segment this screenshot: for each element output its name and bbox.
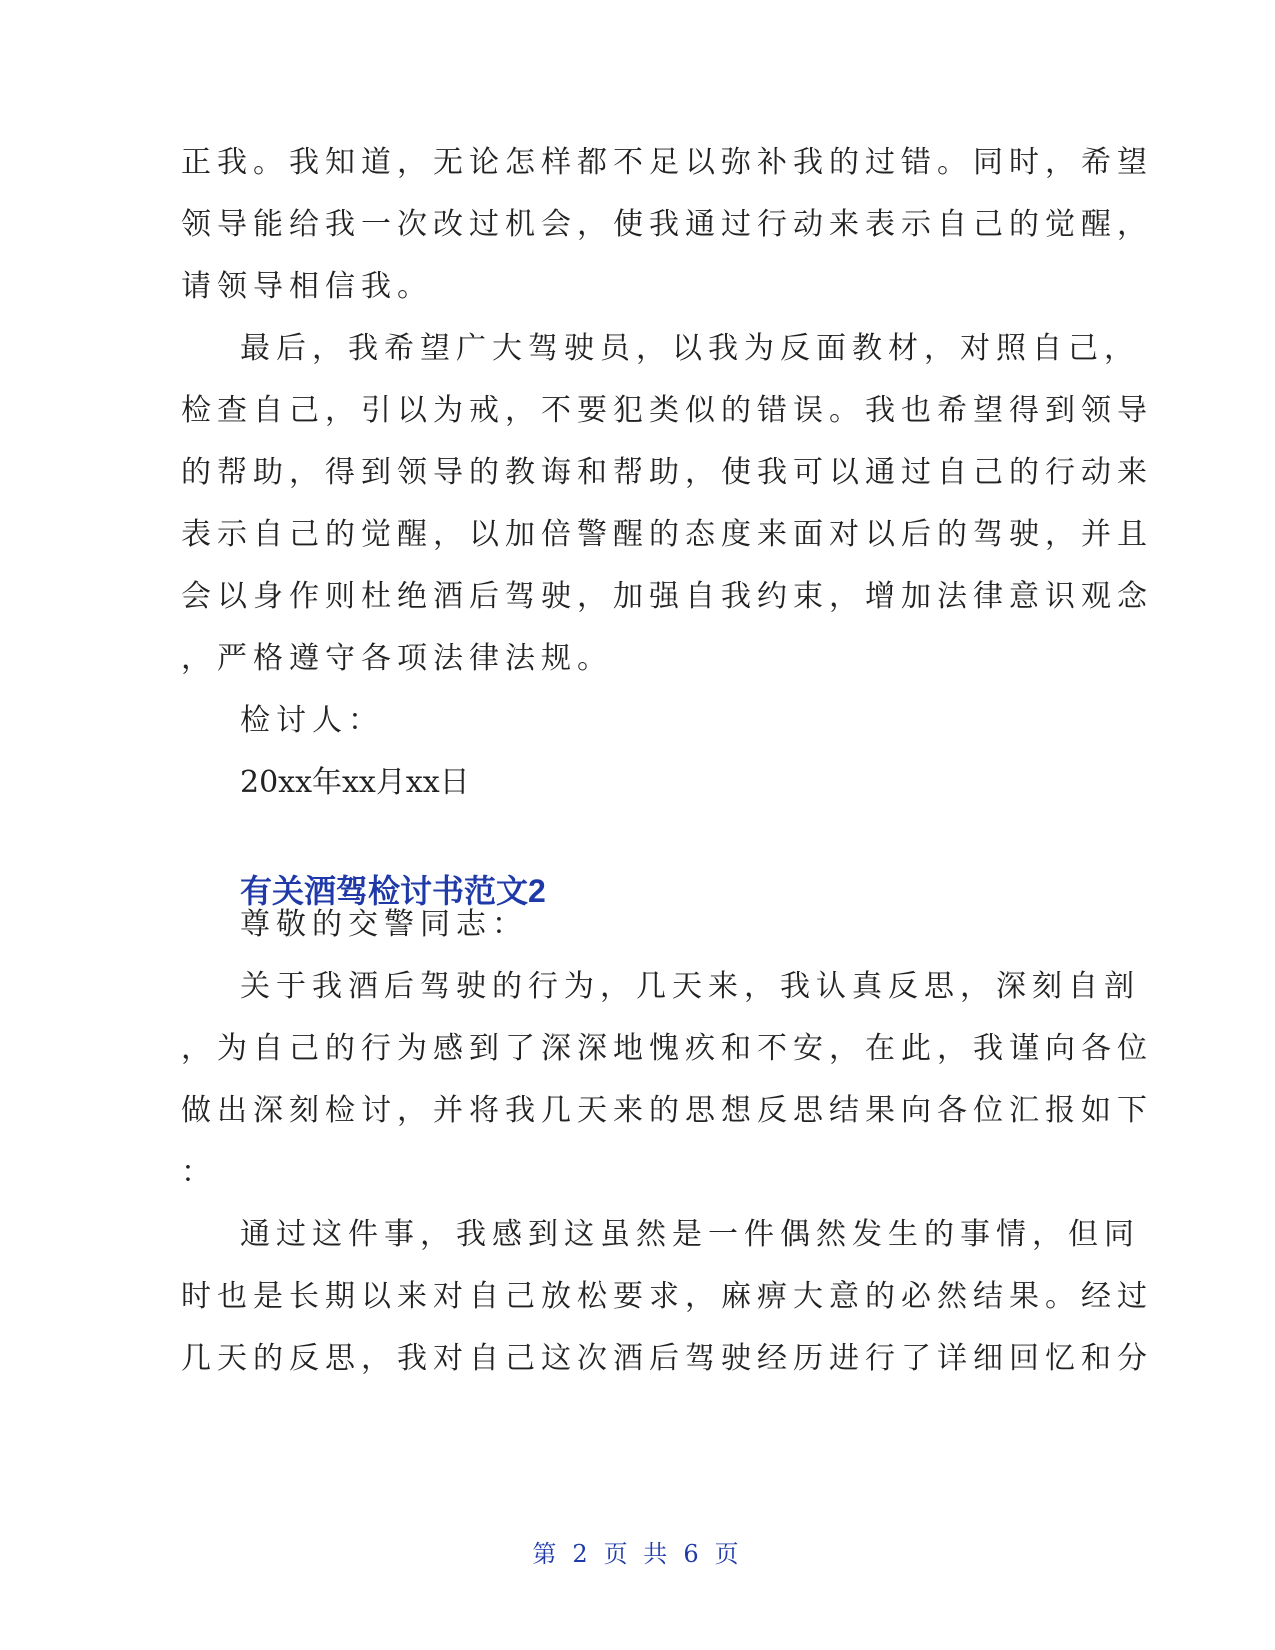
paragraph-line: 的帮助，得到领导的教诲和帮助，使我可以通过自己的行动来 (181, 455, 1153, 490)
section-heading: 有关酒驾检讨书范文2 (240, 873, 546, 909)
paragraph-line: 时也是长期以来对自己放松要求，麻痹大意的必然结果。经过 (181, 1279, 1153, 1314)
paragraph-line: 表示自己的觉醒，以加倍警醒的态度来面对以后的驾驶，并且 (181, 517, 1153, 552)
paragraph-line: 正我。我知道，无论怎样都不足以弥补我的过错。同时，希望 (181, 145, 1153, 180)
paragraph-line: 关于我酒后驾驶的行为，几天来，我认真反思，深刻自剖 (240, 969, 1140, 1004)
paragraph-line: 会以身作则杜绝酒后驾驶，加强自我约束，增加法律意识观念 (181, 579, 1153, 614)
footer-page-number: 2 (572, 1540, 592, 1568)
paragraph-line: ： (181, 1155, 217, 1190)
paragraph-line: ，为自己的行为感到了深深地愧疚和不安，在此，我谨向各位 (181, 1031, 1153, 1066)
paragraph-line: 最后，我希望广大驾驶员，以我为反面教材，对照自己， (240, 331, 1140, 366)
paragraph-line: 请领导相信我。 (181, 269, 433, 304)
footer-suffix: 页 (714, 1540, 743, 1568)
paragraph-line: ，严格遵守各项法律法规。 (181, 641, 613, 676)
paragraph-line: 做出深刻检讨，并将我几天来的思想反思结果向各位汇报如下 (181, 1093, 1153, 1128)
paragraph-line: 检查自己，引以为戒，不要犯类似的错误。我也希望得到领导 (181, 393, 1153, 428)
signature-date: 20xx年xx月xx日 (240, 765, 470, 800)
paragraph-line: 几天的反思，我对自己这次酒后驾驶经历进行了详细回忆和分 (181, 1341, 1153, 1376)
footer-middle: 页 共 (603, 1540, 672, 1568)
salutation: 尊敬的交警同志： (240, 907, 528, 942)
signature-label: 检讨人： (240, 703, 384, 738)
page-footer (0, 1534, 1275, 1569)
paragraph-line: 通过这件事，我感到这虽然是一件偶然发生的事情，但同 (240, 1217, 1140, 1252)
footer-total-pages: 6 (683, 1540, 703, 1568)
paragraph-line: 领导能给我一次改过机会，使我通过行动来表示自己的觉醒， (181, 207, 1153, 242)
footer-prefix: 第 (532, 1540, 561, 1568)
